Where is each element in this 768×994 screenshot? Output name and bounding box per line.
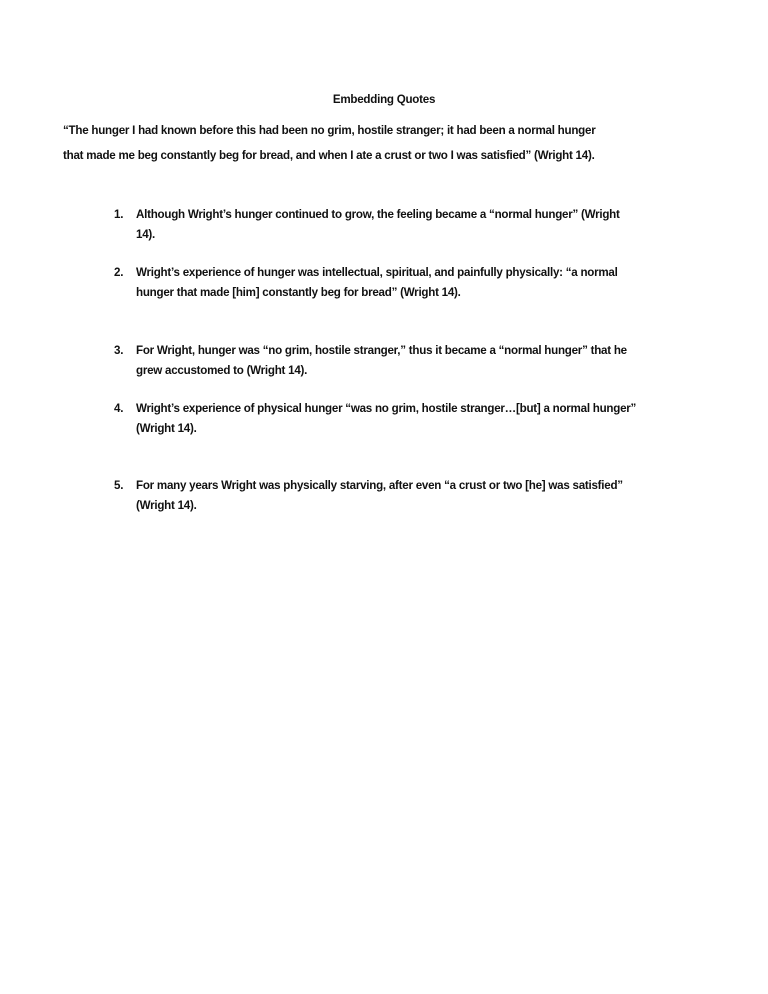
quote-line: that made me beg constantly beg for bread, and when I ate a crust or two I was satisfied” (Wright 14). [63, 149, 595, 162]
list-text-line: Wright’s experience of hunger was intellectual, spiritual, and painfully physically: “a normal [136, 266, 618, 279]
list-text-line: grew accustomed to (Wright 14). [136, 364, 308, 377]
list-text-line: hunger that made [him] constantly beg for bread” (Wright 14). [136, 286, 461, 299]
quote-line: “The hunger I had known before this had been no grim, hostile stranger; it had been a normal hunger [63, 124, 596, 137]
list-text-line: For many years Wright was physically starving, after even “a crust or two [he] was satisfied” [136, 479, 623, 492]
list-text-line: (Wright 14). [136, 499, 197, 512]
list-text-line: Wright’s experience of physical hunger “was no grim, hostile stranger…[but] a normal hunger” [136, 402, 637, 415]
list-text-line: Although Wright’s hunger continued to grow, the feeling became a “normal hunger” (Wright [136, 208, 620, 221]
list-number: 1. [114, 208, 124, 221]
list-number: 3. [114, 344, 124, 357]
list-number: 4. [114, 402, 124, 415]
list-text-line: (Wright 14). [136, 422, 197, 435]
list-text-line: 14). [136, 228, 155, 241]
list-text-line: For Wright, hunger was “no grim, hostile stranger,” thus it became a “normal hunger” that he [136, 344, 627, 357]
document-title: Embedding Quotes [332, 93, 436, 106]
list-number: 2. [114, 266, 124, 279]
list-number: 5. [114, 479, 124, 492]
